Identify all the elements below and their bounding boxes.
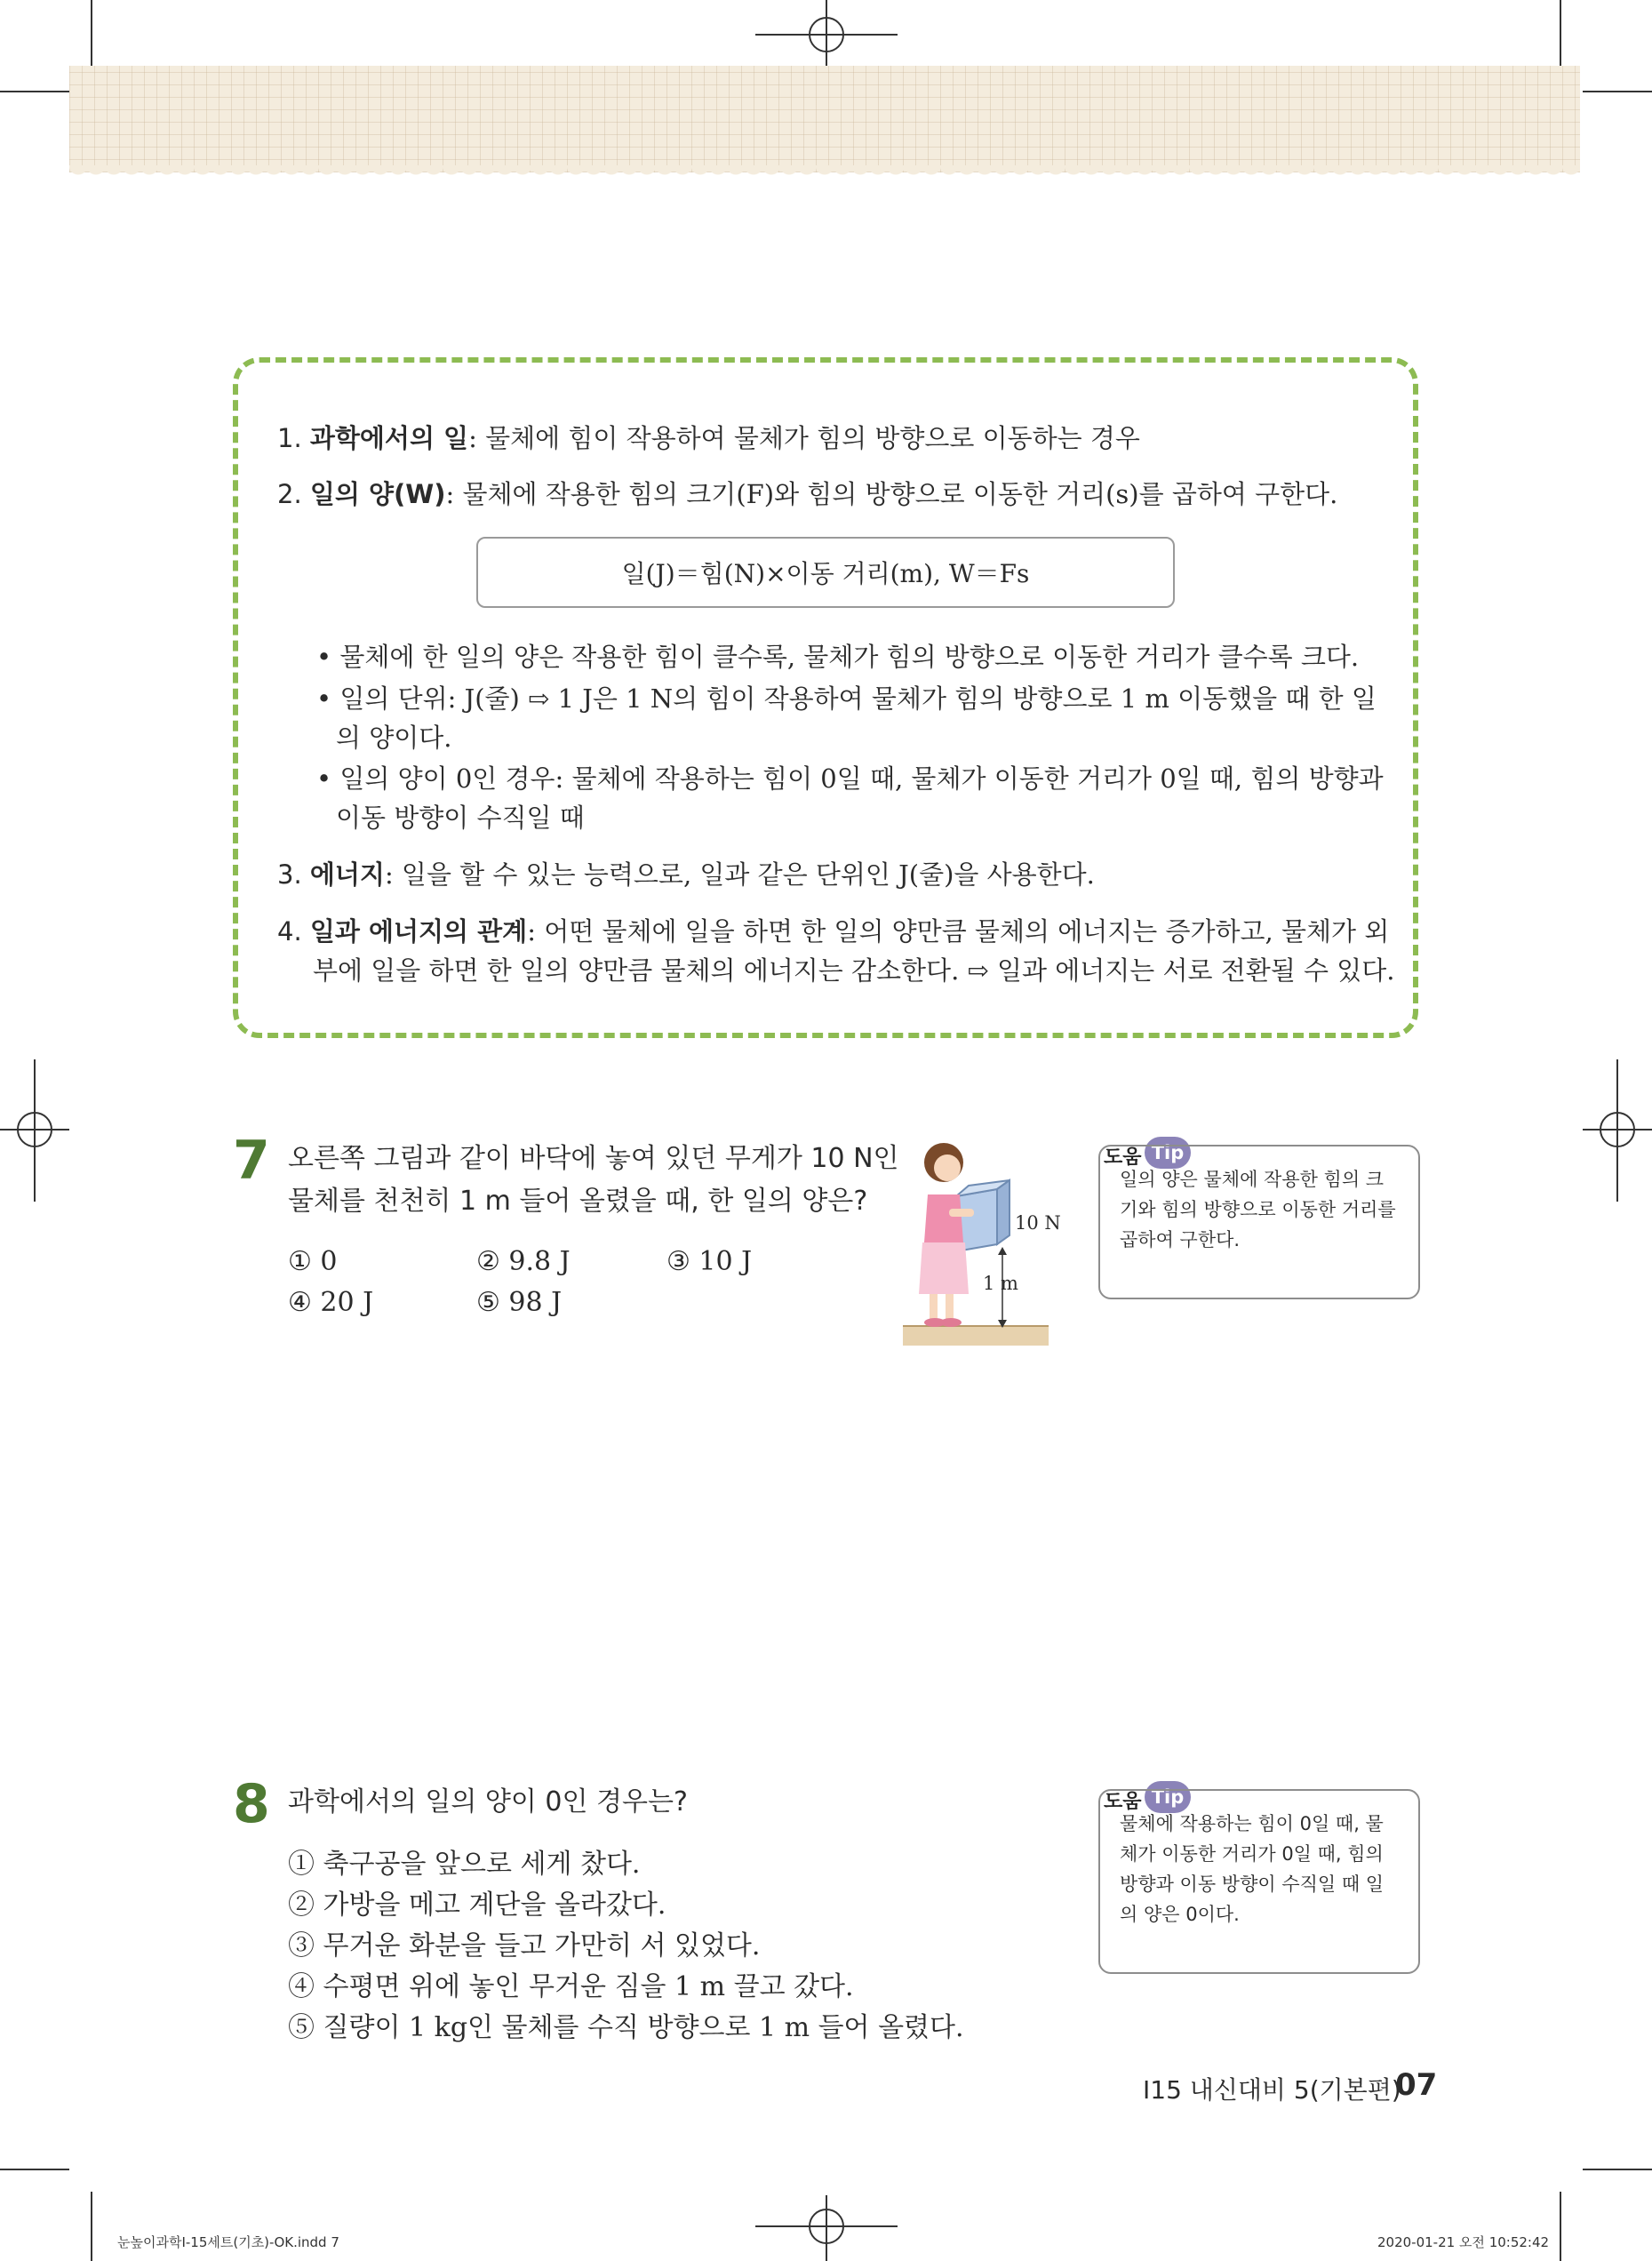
tip-line: 곱하여 구한다.: [1120, 1229, 1241, 1250]
question-8-tip-box: [1098, 1789, 1420, 1974]
tip-line: 물체에 작용하는 힘이 0일 때, 물: [1120, 1813, 1384, 1834]
crop-mark: [1560, 2192, 1561, 2261]
crop-mark: [1583, 91, 1652, 92]
formula-box: [476, 537, 1175, 608]
item-text: : 물체에 작용한 힘의 크기(F)와 힘의 방향으로 이동한 거리(s)를 곱하여 구한다.: [445, 479, 1338, 509]
summary-item-1: [277, 421, 1140, 455]
item-text: : 어떤 물체에 일을 하면 한 일의 양만큼 물체의 에너지는 증가하고, 물체가 외: [527, 916, 1390, 947]
tip-badge: Tip: [1145, 1781, 1191, 1813]
question-7-choice-1[interactable]: ① 0: [288, 1246, 338, 1277]
question-8-choice-1[interactable]: ① 축구공을 앞으로 세게 찼다.: [288, 1849, 641, 1880]
item-keyword: 에너지: [309, 859, 385, 890]
registration-mark: [17, 1112, 52, 1147]
question-7-text-line-1: 오른쪽 그림과 같이 바닥에 놓여 있던 무게가 10 N인: [288, 1143, 899, 1174]
crop-mark: [0, 2169, 69, 2170]
file-slug: 눈높이과학Ⅰ-15세트(기초)-OK.indd 7: [117, 2234, 339, 2250]
header-banner-scallop: [69, 165, 1580, 180]
summary-bullet: • 물체에 한 일의 양은 작용한 힘이 클수록, 물체가 힘의 방향으로 이동한 거리가 클수록 크다.: [316, 642, 1360, 672]
print-timestamp: 2020-01-21 오전 10:52:42: [1377, 2234, 1550, 2250]
question-7-choice-5[interactable]: ⑤ 98 J: [476, 1287, 563, 1318]
crop-mark: [1560, 0, 1561, 69]
item-number: 4.: [277, 916, 302, 947]
crop-mark: [0, 91, 69, 92]
item-number: 1.: [277, 423, 302, 453]
work-formula: 일(J)＝힘(N)×이동 거리(m), W＝Fs: [621, 559, 1030, 588]
crop-mark: [91, 0, 92, 69]
question-7-number: 7: [233, 1130, 270, 1192]
summary-item-2: [277, 477, 1337, 511]
height-label: 1 m: [983, 1273, 1018, 1294]
tip-label: 도움: [1104, 1791, 1142, 1813]
girl-lifting-box-illustration: [898, 1138, 1093, 1351]
summary-item-3: [277, 858, 1095, 891]
summary-item-4-line-2: 부에 일을 하면 한 일의 양만큼 물체의 에너지는 감소한다. ⇨ 일과 에너지는 서로 전환될 수 있다.: [313, 955, 1395, 986]
summary-bullet: • 일의 양이 0인 경우: 물체에 작용하는 힘이 0일 때, 물체가 이동한 거리가 0일 때, 힘의 방향과: [316, 763, 1384, 794]
registration-mark: [809, 2209, 844, 2244]
question-8-choice-3[interactable]: ③ 무거운 화분을 들고 가만히 서 있었다.: [288, 1930, 761, 1961]
question-8-choice-5[interactable]: ⑤ 질량이 1 kg인 물체를 수직 방향으로 1 m 들어 올렸다.: [288, 2012, 964, 2043]
question-7-choice-3[interactable]: ③ 10 J: [666, 1246, 753, 1277]
header-banner: [69, 66, 1580, 172]
lifting-figure: [898, 1138, 1093, 1351]
crop-mark: [91, 2192, 92, 2261]
summary-bullet-continuation: 의 양이다.: [336, 723, 452, 753]
item-keyword: 일과 에너지의 관계: [309, 916, 528, 947]
tip-line: 의 양은 0이다.: [1120, 1904, 1240, 1925]
tip-badge: Tip: [1145, 1137, 1191, 1169]
question-7-choice-2[interactable]: ② 9.8 J: [476, 1246, 571, 1277]
tip-line: 일의 양은 물체에 작용한 힘의 크: [1120, 1169, 1385, 1190]
question-7-text-line-2: 물체를 천천히 1 m 들어 올렸을 때, 한 일의 양은?: [288, 1186, 868, 1217]
question-7-tip-box: [1098, 1145, 1420, 1299]
question-7-choice-4[interactable]: ④ 20 J: [288, 1287, 374, 1318]
item-number: 3.: [277, 859, 302, 890]
item-number: 2.: [277, 479, 302, 509]
question-8-choice-2[interactable]: ② 가방을 메고 계단을 올라갔다.: [288, 1889, 666, 1921]
registration-mark: [809, 17, 844, 52]
item-keyword: 과학에서의 일: [309, 423, 469, 453]
summary-item-4: [277, 915, 1389, 948]
summary-bullet-continuation: 이동 방향이 수직일 때: [336, 803, 585, 833]
question-8-choice-4[interactable]: ④ 수평면 위에 놓인 무거운 짐을 1 m 끌고 갔다.: [288, 1971, 854, 2002]
tip-line: 기와 힘의 방향으로 이동한 거리를: [1120, 1199, 1396, 1220]
question-8-text: 과학에서의 일의 양이 0인 경우는?: [288, 1786, 688, 1818]
item-keyword: 일의 양(W): [309, 479, 446, 509]
book-title: I15 내신대비 5(기본편): [1143, 2075, 1401, 2105]
crop-mark: [1583, 2169, 1652, 2170]
page-number: 07: [1395, 2067, 1438, 2103]
summary-bullet: • 일의 단위: J(줄) ⇨ 1 J은 1 N의 힘이 작용하여 물체가 힘의 방향으로 1 m 이동했을 때 한 일: [316, 683, 1377, 714]
tip-line: 방향과 이동 방향이 수직일 때 일: [1120, 1874, 1385, 1895]
item-text: : 일을 할 수 있는 능력으로, 일과 같은 단위인 J(줄)을 사용한다.: [384, 859, 1095, 890]
question-8-number: 8: [233, 1773, 270, 1835]
tip-line: 체가 이동한 거리가 0일 때, 힘의: [1120, 1843, 1384, 1865]
tip-label: 도움: [1104, 1146, 1142, 1169]
force-label: 10 N: [1015, 1212, 1061, 1234]
registration-mark: [1600, 1112, 1635, 1147]
item-text: : 물체에 힘이 작용하여 물체가 힘의 방향으로 이동하는 경우: [468, 423, 1140, 453]
